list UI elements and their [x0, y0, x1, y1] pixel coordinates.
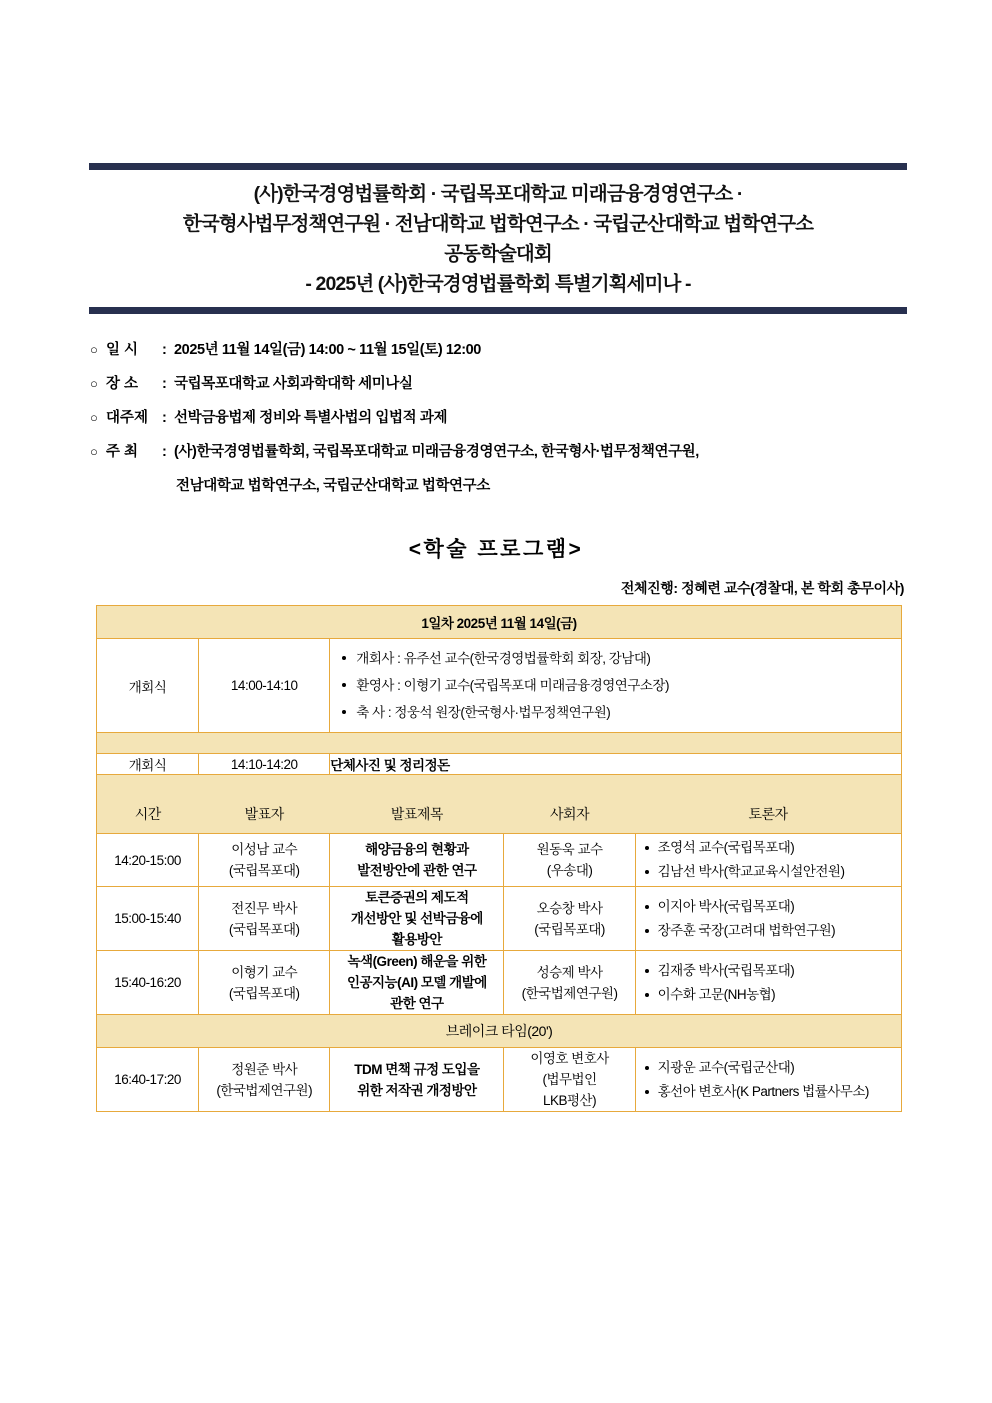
session-presenter-cell — [199, 834, 330, 887]
info-value: 2025년 11월 14일(금) 14:00 ~ 11월 15일(토) 12:00 — [174, 342, 481, 358]
info-row-venue — [90, 372, 920, 406]
list-item: 장주훈 국장(고려대 법학연구원) — [658, 919, 901, 943]
table-row-session — [97, 1048, 902, 1112]
info-label: 주 최 — [106, 444, 139, 460]
discussants-list — [636, 957, 901, 1009]
table-row-opening — [97, 639, 902, 733]
spacer-cell — [97, 775, 902, 796]
info-colon: : — [162, 444, 167, 460]
info-value: 전남대학교 법학연구소, 국립군산대학교 법학연구소 — [176, 478, 490, 494]
list-item: 이수화 고문(NH농협) — [658, 983, 901, 1007]
chair-affiliation: (국립목포대) — [534, 921, 605, 937]
topic-line: 개선방안 및 선박금융에 — [350, 911, 483, 926]
topic-line: TDM 면책 규정 도입을 — [354, 1061, 480, 1077]
photo-text-cell: 단체사진 및 정리정돈 — [330, 754, 902, 775]
column-header-chair: 사회자 — [504, 795, 635, 834]
session-topic-cell — [330, 1048, 504, 1112]
title-line-4: - 2025년 (사)한국경영법률학회 특별기획세미나 - — [305, 273, 691, 295]
session-label-cell: 개회식 — [97, 754, 199, 775]
info-row-theme — [90, 406, 920, 440]
chair-name: 원동욱 교수 — [536, 842, 603, 857]
info-value: 선박금융법제 정비와 특별사법의 입법적 과제 — [174, 410, 448, 426]
topic-line: 인공지능(AI) 모델 개발에 — [346, 975, 487, 990]
session-time-cell: 14:10-14:20 — [199, 754, 330, 775]
session-topic-cell — [330, 834, 504, 887]
list-item: 김재중 박사(국립목포대) — [658, 959, 901, 983]
program-heading: <학술 프로그램> — [408, 538, 584, 561]
table-row-photo — [97, 754, 902, 775]
chair-affiliation: (우송대) — [546, 863, 593, 878]
table-row-day-header — [97, 606, 902, 639]
opening-items-cell — [330, 639, 902, 733]
session-presenter-cell — [199, 887, 330, 951]
list-item: 개회사 : 유주선 교수(한국경영법률학회 회장, 강남대) — [356, 645, 901, 672]
chair-name: 성승제 박사 — [536, 964, 603, 980]
session-discussants-cell — [635, 951, 901, 1015]
session-discussants-cell — [635, 834, 901, 887]
title-line-2: 한국형사법무정책연구원 · 전남대학교 법학연구소 · 국립군산대학교 법학연구소 — [182, 213, 814, 235]
session-discussants-cell — [635, 1048, 901, 1112]
presenter-name: 전진무 박사 — [231, 900, 298, 916]
presenter-name: 이형기 교수 — [231, 964, 298, 980]
info-colon: : — [162, 410, 167, 426]
presenter-name: 정원준 박사 — [231, 1061, 298, 1077]
table-row-session — [97, 951, 902, 1015]
info-label: 대주제 — [106, 410, 149, 426]
info-colon: : — [162, 342, 167, 358]
info-label: 장 소 — [106, 376, 139, 392]
column-header-discussants: 토론자 — [635, 795, 901, 834]
session-chair-cell — [504, 834, 635, 887]
table-row-column-headers — [97, 795, 902, 834]
info-row-hosts — [90, 440, 920, 474]
title-line-3: 공동학술대회 — [444, 243, 552, 265]
column-header-presenter: 발표자 — [199, 795, 330, 834]
list-item: 지광운 교수(국립군산대) — [658, 1056, 901, 1080]
list-item: 축 사 : 정웅석 원장(한국형사·법무정책연구원) — [356, 699, 901, 726]
session-label-cell: 개회식 — [97, 639, 199, 733]
topic-line: 해양금융의 현황과 — [365, 842, 469, 857]
session-time-cell: 15:40-16:20 — [97, 951, 199, 1015]
table-row-session — [97, 834, 902, 887]
info-value: (사)한국경영법률학회, 국립목포대학교 미래금융경영연구소, 한국형사·법무정책연구원, — [174, 444, 699, 460]
table-row-spacer — [97, 733, 902, 754]
event-info-list — [90, 338, 920, 512]
presenter-affiliation: (국립목포대) — [228, 921, 300, 937]
table-row-spacer — [97, 775, 902, 796]
break-cell: 브레이크 타임(20') — [97, 1015, 902, 1048]
session-presenter-cell — [199, 951, 330, 1015]
session-time-cell: 15:00-15:40 — [97, 887, 199, 951]
circle-marker-icon: ○ — [90, 410, 98, 425]
presenter-name: 이성남 교수 — [231, 842, 298, 857]
chair-affiliation: (법무법인 — [542, 1072, 597, 1087]
list-item: 환영사 : 이형기 교수(국립목포대 미래금융경영연구소장) — [356, 672, 901, 699]
day-header-cell: 1일차 2025년 11월 14일(금) — [97, 606, 902, 639]
info-label: 일 시 — [106, 342, 139, 358]
info-row-datetime — [90, 338, 920, 372]
table-row-break — [97, 1015, 902, 1048]
topic-line: 위한 저작권 개정방안 — [357, 1082, 477, 1098]
discussants-list — [636, 893, 901, 945]
overall-facilitator: 전체진행: 정혜련 교수(경찰대, 본 학회 총무이사) — [620, 580, 904, 596]
session-chair-cell — [504, 1048, 635, 1112]
chair-affiliation: (한국법제연구원) — [521, 985, 618, 1001]
topic-line: 발전방안에 관한 연구 — [357, 863, 477, 878]
session-time-cell: 14:00-14:10 — [199, 639, 330, 733]
session-discussants-cell — [635, 887, 901, 951]
list-item: 이지아 박사(국립목포대) — [658, 895, 901, 919]
circle-marker-icon: ○ — [90, 376, 98, 391]
info-row-hosts-continued — [90, 474, 920, 512]
topic-line: 토큰증권의 제도적 — [365, 890, 469, 905]
chair-affiliation-line2: LKB평산) — [543, 1093, 597, 1108]
info-colon: : — [162, 376, 167, 392]
info-value: 국립목포대학교 사회과학대학 세미나실 — [174, 376, 413, 392]
spacer-cell — [97, 733, 902, 754]
session-chair-cell — [504, 951, 635, 1015]
title-line-1: (사)한국경영법률학회 · 국립목포대학교 미래금융경영연구소 · — [253, 183, 743, 205]
document-title-block — [89, 163, 907, 314]
chair-name: 이영호 변호사 — [530, 1051, 609, 1066]
session-topic-cell — [330, 887, 504, 951]
session-topic-cell — [330, 951, 504, 1015]
list-item: 홍선아 변호사(K Partners 법률사무소) — [658, 1080, 901, 1104]
column-header-topic: 발표제목 — [330, 795, 504, 834]
circle-marker-icon: ○ — [90, 342, 98, 357]
presenter-affiliation: (국립목포대) — [228, 985, 300, 1001]
discussants-list — [636, 834, 901, 886]
topic-line: 녹색(Green) 해운을 위한 — [347, 954, 487, 969]
session-time-cell: 14:20-15:00 — [97, 834, 199, 887]
list-item: 김남선 박사(학교교육시설안전원) — [658, 860, 901, 884]
session-presenter-cell — [199, 1048, 330, 1112]
program-table — [96, 605, 902, 1112]
topic-line: 관한 연구 — [390, 996, 444, 1011]
session-time-cell: 16:40-17:20 — [97, 1048, 199, 1112]
column-header-time: 시간 — [97, 795, 199, 834]
circle-marker-icon: ○ — [90, 444, 98, 459]
presenter-affiliation: (국립목포대) — [228, 863, 300, 878]
presenter-affiliation: (한국법제연구원) — [216, 1082, 313, 1098]
topic-line: 활용방안 — [391, 932, 442, 947]
opening-items-list — [330, 639, 901, 732]
chair-name: 오승창 박사 — [536, 900, 603, 916]
session-chair-cell — [504, 887, 635, 951]
discussants-list — [636, 1054, 901, 1106]
table-row-session — [97, 887, 902, 951]
list-item: 조영석 교수(국립목포대) — [658, 836, 901, 860]
